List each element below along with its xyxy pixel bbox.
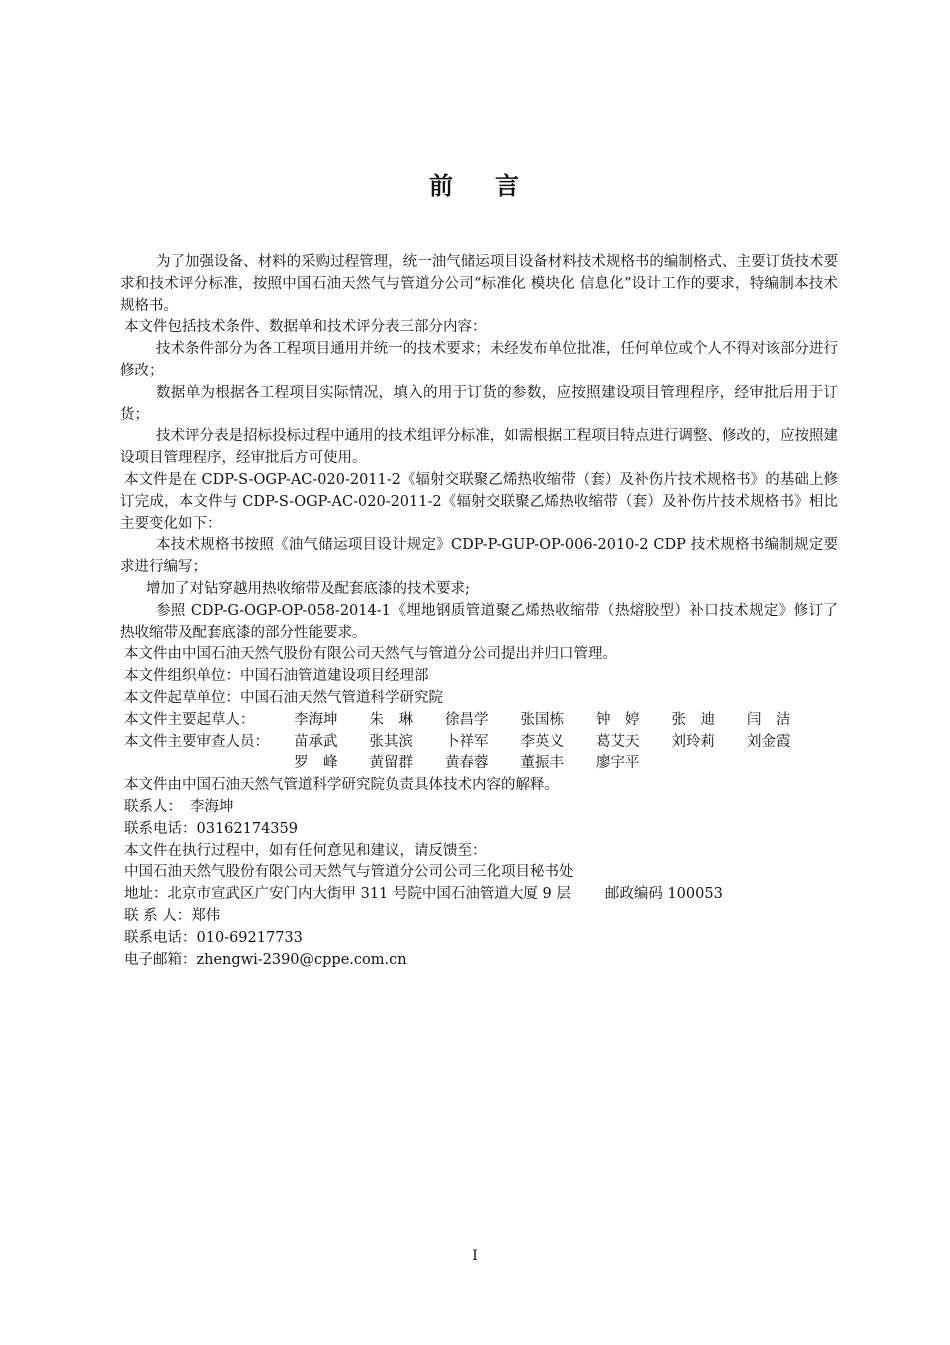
paragraph-intro: 为了加强设备、材料的采购过程管理，统一油气储运项目设备材料技术规格书的编制格式、主要订货技术要求和技术评分标准，按照中国石油天然气与管道分公司“标准化 模块化 信息化”设计工作的要求，特编制本技术规格书。: [120, 254, 838, 314]
reviewer-name: 张其滨: [369, 733, 413, 750]
reviewers-names-1: [294, 732, 823, 754]
drafter-name: 张国栋: [520, 711, 564, 728]
reviewers-label: 本文件主要审查人员：: [124, 733, 269, 750]
reviewers-row-1: [120, 732, 838, 754]
contact-person-label: 联系人：: [124, 798, 182, 815]
title-part-1: 前: [429, 172, 455, 200]
contact-phone-line: [120, 819, 838, 841]
reviewer-name: 卜祥军: [445, 733, 489, 750]
reviewer-name: 廖宇平: [596, 755, 640, 772]
reviewer-name: 董振丰: [520, 755, 564, 772]
email-label: 电子邮箱：: [124, 951, 197, 968]
contact-person-line: [120, 797, 838, 819]
page-number: I: [472, 1248, 478, 1264]
email-value: zhengwi-2390@cppe.com.cn: [196, 951, 407, 968]
paragraph-change-2: 增加了对钻穿越用热收缩带及配套底漆的技术要求;: [146, 580, 470, 597]
contact-person-2-line: [120, 906, 838, 928]
drafter-name: 徐昌学: [445, 711, 489, 728]
contact-person-2-label: 联 系 人：: [124, 907, 192, 924]
paragraph-drafter-unit: 本文件起草单位：中国石油天然气管道科学研究院: [124, 689, 443, 706]
drafter-name: 李海坤: [294, 711, 338, 728]
reviewers-names-2: [294, 753, 672, 775]
paragraph-revision: 本文件是在 CDP-S-OGP-AC-020-2011-2《辐射交联聚乙烯热收缩带（套）及补伤片技术规格书》的基础上修订完成，本文件与 CDP-S-OGP-AC-020-2011-2《辐射交联聚乙烯热收缩带（套）及补伤片技术规格书》相比主要变化如下：: [120, 471, 838, 532]
address-text: 地址：北京市宣武区广安门内大街甲 311 号院中国石油管道大厦 9 层: [124, 886, 571, 903]
feedback-org-line: 中国石油天然气股份有限公司天然气与管道分公司公司三化项目秘书处: [124, 864, 574, 881]
reviewer-name: 刘金霞: [747, 733, 791, 750]
contact-phone-label: 联系电话：: [124, 820, 197, 837]
contact-phone-2-line: [120, 928, 838, 950]
drafters-label: 本文件主要起草人：: [124, 711, 255, 728]
document-body: [120, 252, 838, 971]
paragraph-tech-conditions: 技术条件部分为各工程项目通用并统一的技术要求；未经发布单位批准，任何单位或个人不得对该部分进行修改；: [120, 341, 838, 379]
reviewer-name: 葛艾天: [596, 733, 640, 750]
contact-person-2-name: 郑伟: [191, 907, 221, 924]
paragraph-scoring: 技术评分表是招标投标过程中通用的技术组评分标准，如需根据工程项目特点进行调整、修改的，应按照建设项目管理程序，经审批后方可使用。: [120, 428, 838, 467]
reviewers-row-2: [120, 753, 838, 775]
drafter-name: 朱 琳: [369, 711, 413, 728]
page-title: [0, 166, 950, 201]
contact-phone-value: 03162174359: [196, 820, 298, 837]
email-line: [120, 950, 838, 972]
reviewer-name: 苗承武: [294, 733, 338, 750]
drafter-name: 张 迪: [671, 711, 715, 728]
contact-phone-2-label: 联系电话：: [124, 929, 197, 946]
address-line: [120, 884, 838, 906]
reviewer-name: 刘玲莉: [671, 733, 715, 750]
paragraph-organizer: 本文件组织单位：中国石油管道建设项目经理部: [124, 668, 429, 685]
drafter-name: 闫 洁: [747, 711, 791, 728]
paragraph-proposer: 本文件由中国石油天然气股份有限公司天然气与管道分公司提出并归口管理。: [124, 646, 617, 663]
contact-phone-2-value: 010-69217733: [196, 929, 303, 946]
reviewer-name: 李英义: [520, 733, 564, 750]
feedback-line: 本文件在执行过程中，如有任何意见和建议，请反馈至：: [124, 842, 487, 859]
reviewer-name: 黄春蓉: [445, 755, 489, 772]
paragraph-change-1: 本技术规格书按照《油气储运项目设计规定》CDP-P-GUP-OP-006-2010-2 CDP 技术规格书编制规定要求进行编写；: [120, 537, 838, 576]
paragraph-data-sheet: 数据单为根据各工程项目实际情况，填入的用于订货的参数，应按照建设项目管理程序，经审批后用于订货；: [120, 384, 838, 423]
reviewer-name: 罗 峰: [294, 755, 338, 772]
contact-person-name: 李海坤: [190, 798, 234, 815]
title-part-2: 言: [495, 172, 521, 200]
reviewer-name: 黄留群: [369, 755, 413, 772]
drafter-name: 钟 婷: [596, 711, 640, 728]
interpretation-line: 本文件由中国石油天然气管道科学研究院负责具体技术内容的解释。: [124, 777, 559, 794]
paragraph-change-3: 参照 CDP-G-OGP-OP-058-2014-1《埋地钢质管道聚乙烯热收缩带（热熔胶型）补口技术规定》修订了热收缩带及配套底漆的部分性能要求。: [120, 602, 838, 641]
postcode-text: 邮政编码 100053: [604, 886, 723, 903]
drafters-names: [294, 710, 823, 732]
paragraph-parts: 本文件包括技术条件、数据单和技术评分表三部分内容：: [124, 319, 487, 336]
drafters-row: [120, 710, 838, 732]
